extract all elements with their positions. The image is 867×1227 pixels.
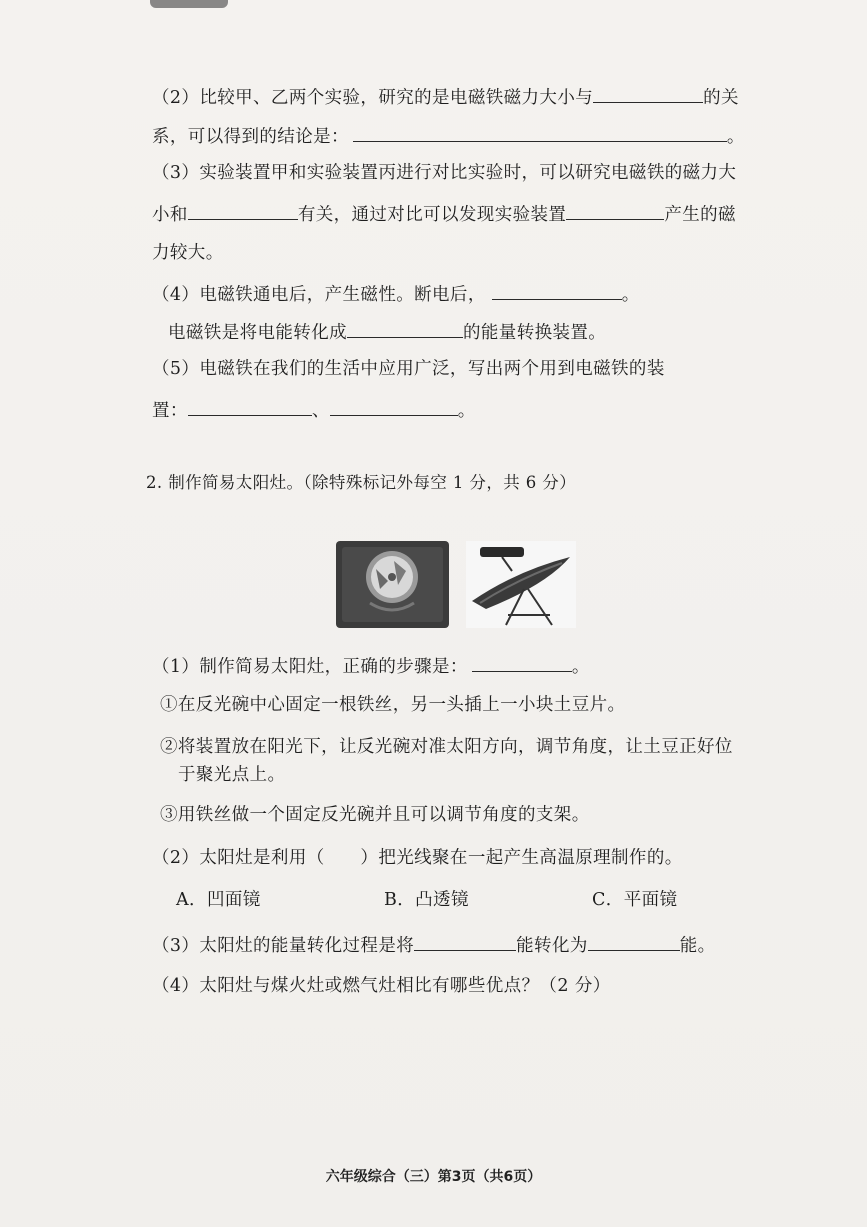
q1-part4-text: 电磁铁是将电能转化成 [168, 323, 347, 343]
q2-part4-text: （4）太阳灶与煤火灶或燃气灶相比有哪些优点？（2 分） [152, 976, 611, 996]
q2-part3-text: 能转化为 [516, 936, 588, 956]
period: 。 [621, 285, 640, 305]
step-text: ①在反光碗中心固定一根铁丝，另一头插上一小块土豆片。 [160, 695, 626, 715]
separator: 、 [311, 401, 330, 421]
q1-part2-text-end: 的关 [703, 88, 739, 108]
step-text: 于聚光点上。 [178, 765, 286, 785]
q1-part3-line2 [152, 201, 736, 227]
q2-part2 [152, 846, 683, 870]
q1-part3-text: 有关，通过对比可以发现实验装置 [297, 205, 567, 225]
answer-blank[interactable] [330, 397, 458, 416]
q1-part2-line2 [152, 123, 745, 149]
reflector-bowl-photo [336, 541, 449, 628]
q1-part3-text: 产生的磁 [664, 205, 736, 225]
q2-option-a[interactable] [176, 888, 261, 912]
answer-blank[interactable] [414, 932, 516, 951]
period: 。 [726, 127, 745, 147]
period: 。 [457, 401, 476, 421]
step-text: ②将装置放在阳光下，让反光碗对准太阳方向，调节角度，让土豆正好位 [160, 737, 733, 757]
q1-part3-line1 [152, 161, 736, 185]
scan-mark [150, 0, 228, 8]
q2-title-text: 2. 制作简易太阳灶。（除特殊标记外每空 1 分，共 6 分） [146, 473, 577, 492]
page-footer: 六年级综合（三）第3页（共6页） [325, 1169, 542, 1185]
q2-step1 [160, 693, 625, 717]
q1-part4-line1 [152, 281, 640, 307]
option-b-label: B．凸透镜 [384, 890, 469, 910]
q1-part3-line3 [152, 241, 224, 265]
answer-blank[interactable] [188, 397, 312, 416]
solar-cooker-photo [466, 541, 576, 628]
period: 。 [571, 657, 590, 677]
answer-blank[interactable] [353, 123, 727, 142]
q2-option-c[interactable] [592, 888, 677, 912]
q2-step2-line2 [178, 763, 285, 787]
q2-part3-text: 能。 [679, 936, 716, 956]
q2-option-b[interactable] [384, 888, 469, 912]
q1-part4-line2 [168, 319, 606, 345]
q1-part3-text: 小和 [152, 205, 188, 225]
step-text: ③用铁丝做一个固定反光碗并且可以调节角度的支架。 [160, 805, 590, 825]
answer-blank[interactable] [588, 932, 680, 951]
q1-part5-text: （5）电磁铁在我们的生活中应用广泛，写出两个用到电磁铁的装 [152, 359, 665, 379]
q1-part3-text: 力较大。 [152, 243, 224, 263]
answer-blank[interactable] [188, 201, 298, 220]
q1-part4-text: （4）电磁铁通电后，产生磁性。断电后， [152, 285, 486, 305]
option-a-label: A．凹面镜 [176, 890, 261, 910]
q2-step2-line1 [160, 735, 733, 759]
q1-part5-line2 [152, 397, 476, 423]
q1-part3-text: （3）实验装置甲和实验装置丙进行对比实验时，可以研究电磁铁的磁力大 [152, 163, 737, 183]
answer-blank[interactable] [492, 281, 622, 300]
q2-part4 [152, 974, 611, 998]
answer-blank[interactable] [566, 201, 664, 220]
q1-part2-line1 [152, 84, 739, 110]
answer-blank[interactable] [347, 319, 463, 338]
q2-part3-text: （3）太阳灶的能量转化过程是将 [152, 936, 415, 956]
answer-blank[interactable] [593, 84, 703, 103]
q2-part1 [152, 653, 590, 679]
q2-part3 [152, 932, 716, 958]
answer-blank[interactable] [472, 653, 572, 672]
q1-part2-text: （2）比较甲、乙两个实验，研究的是电磁铁磁力大小与 [152, 88, 594, 108]
q2-title [146, 471, 576, 495]
q2-part2-text: （2）太阳灶是利用（ ）把光线聚在一起产生高温原理制作的。 [152, 848, 683, 868]
q1-part5-line1 [152, 357, 665, 381]
q1-part4-text: 的能量转换装置。 [463, 323, 607, 343]
option-c-label: C．平面镜 [592, 890, 678, 910]
q1-part2-conclusion-label: 系，可以得到的结论是： [152, 127, 349, 147]
q1-part5-text: 置： [152, 401, 188, 421]
q2-step3 [160, 803, 590, 827]
q2-part1-text: （1）制作简易太阳灶，正确的步骤是： [152, 657, 468, 677]
